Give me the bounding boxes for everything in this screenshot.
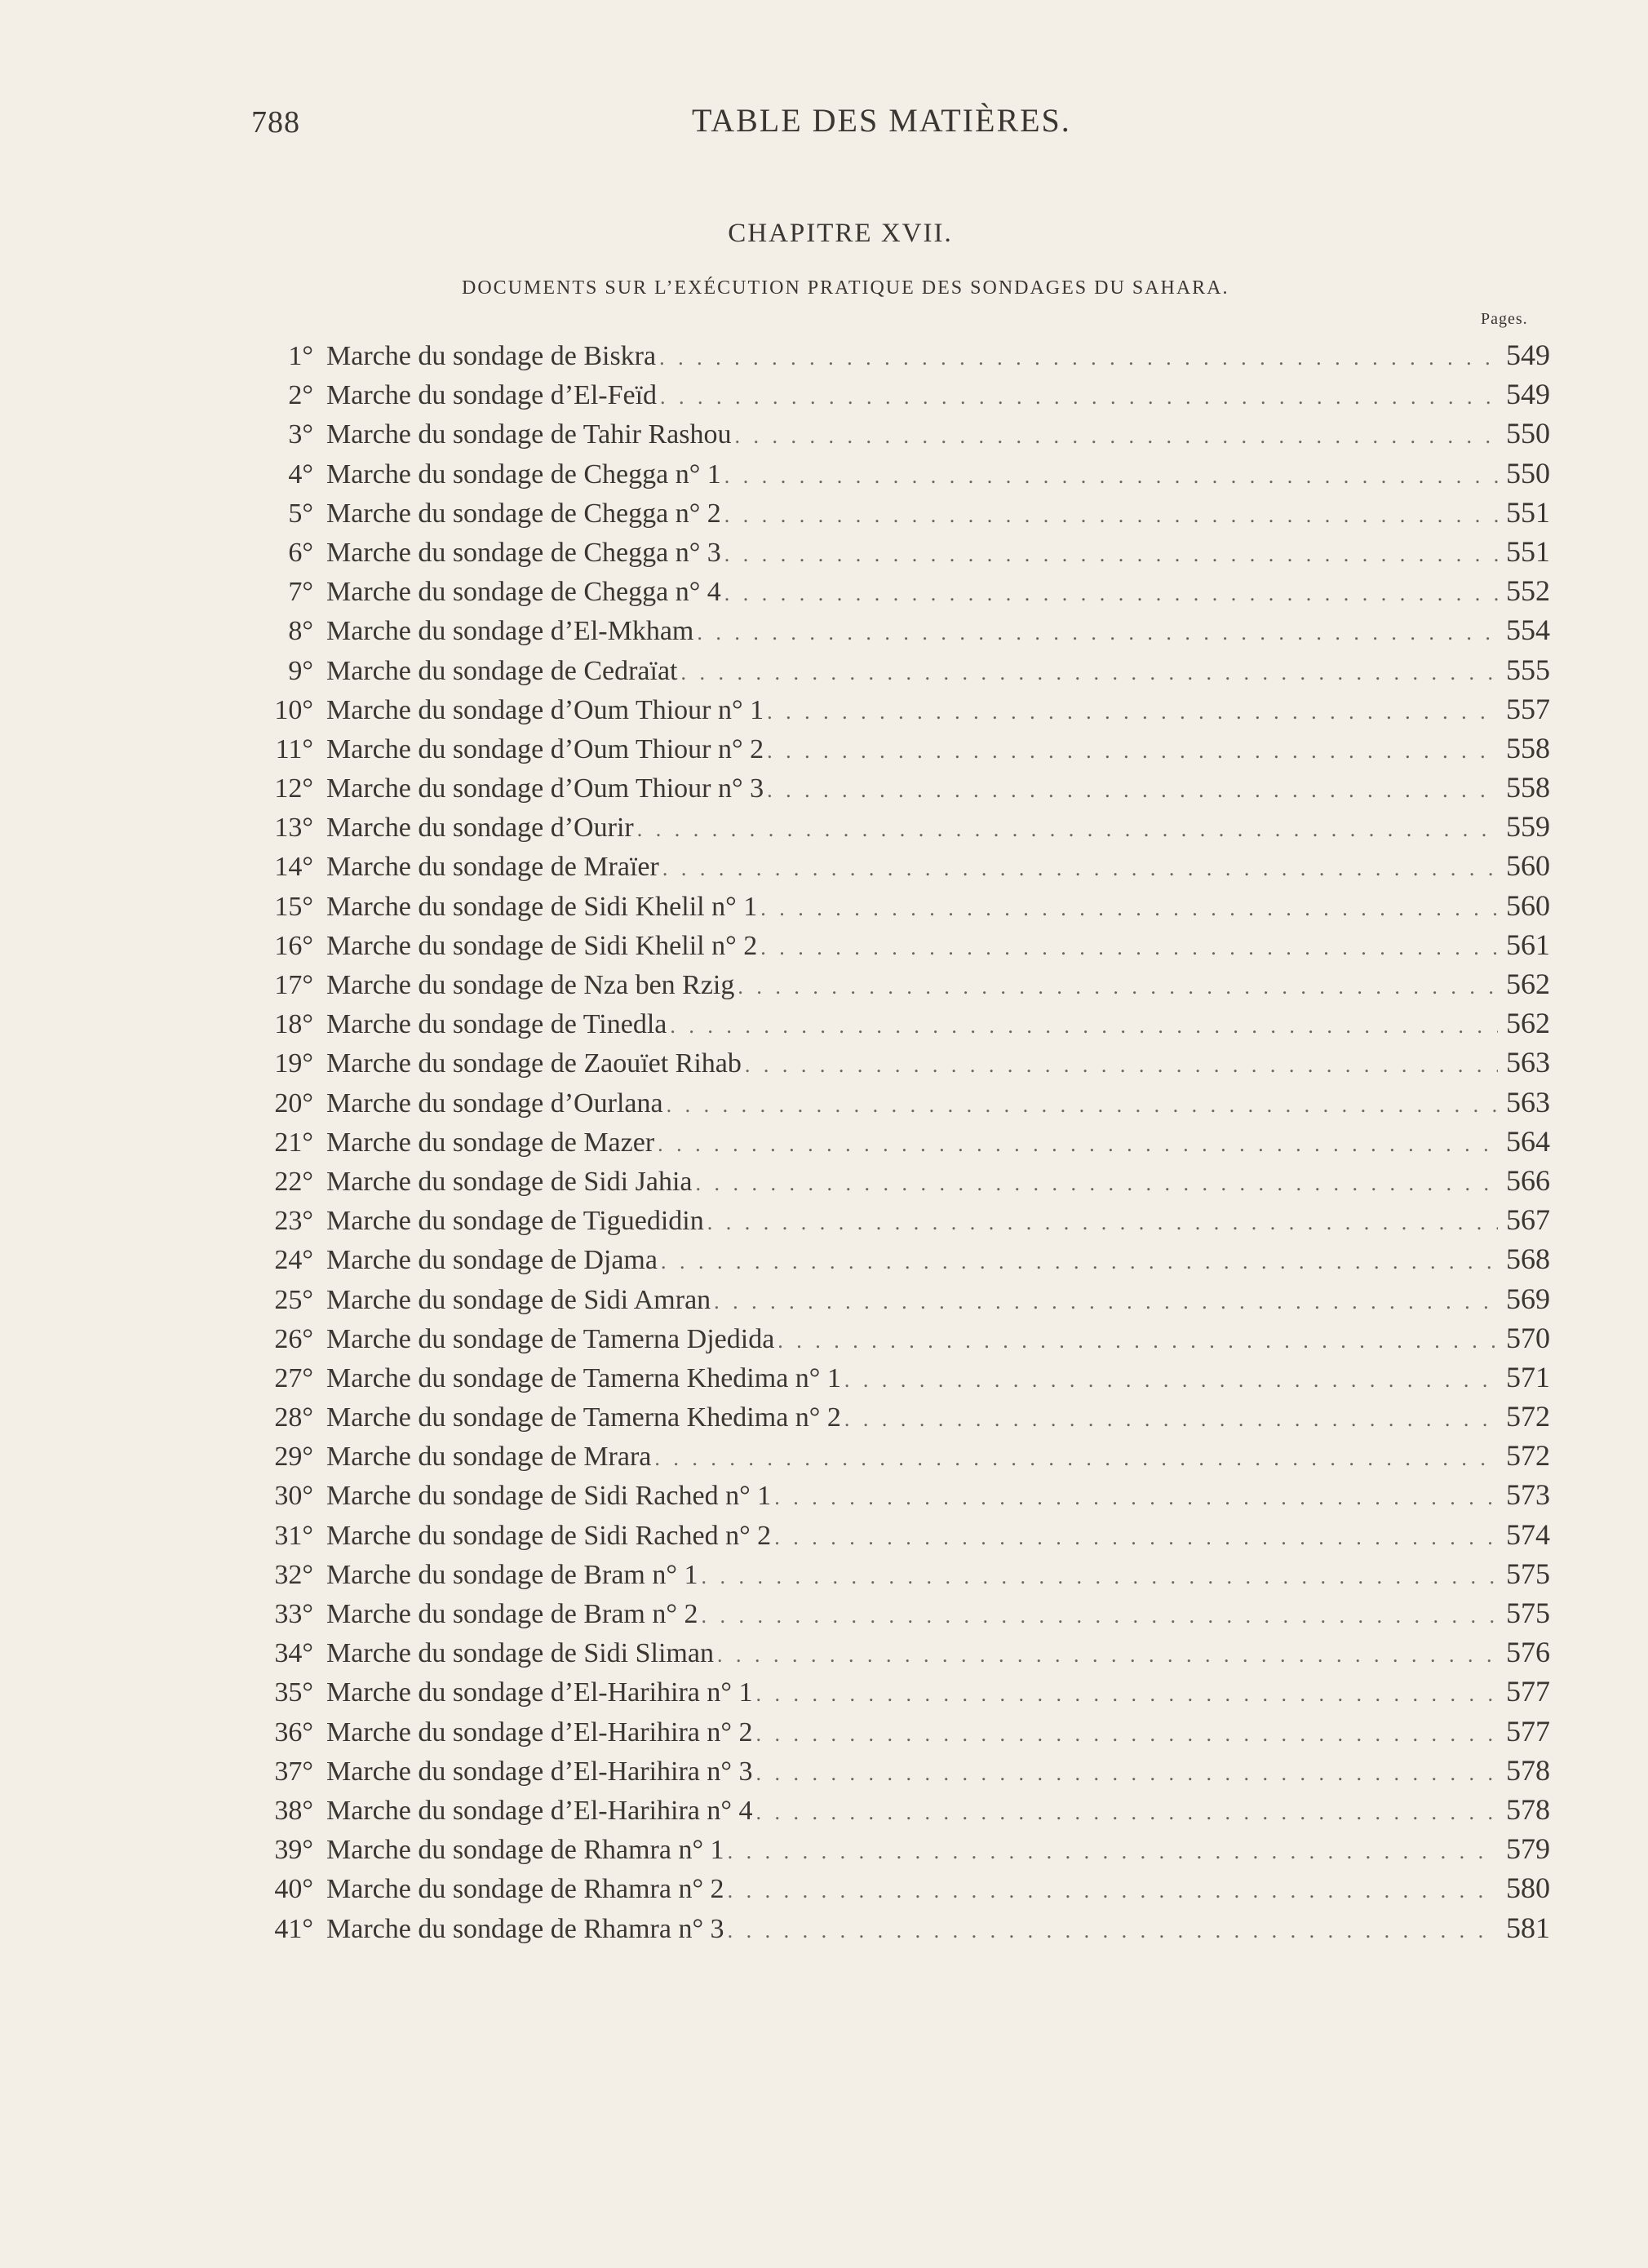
entry-number: 29° xyxy=(274,1442,313,1473)
toc-entry xyxy=(253,653,1566,692)
entry-page-number: 562 xyxy=(1506,968,1550,1000)
entry-page-number: 561 xyxy=(1506,928,1550,961)
entry-title: Marche du sondage de Tamerna Khedima n° 2 xyxy=(326,1402,841,1433)
entry-number: 1° xyxy=(288,341,313,371)
entry-number: 11° xyxy=(275,733,313,764)
entry-number: 26° xyxy=(274,1323,313,1354)
toc-entry xyxy=(253,1635,1566,1674)
entry-title: Marche du sondage de Sidi Rached n° 2 xyxy=(326,1520,772,1551)
toc-entry xyxy=(253,1517,1566,1557)
entry-title: Marche du sondage de Rhamra n° 1 xyxy=(326,1835,724,1866)
dot-leader xyxy=(728,1879,1498,1903)
entry-page-number: 550 xyxy=(1506,456,1550,489)
entry-number: 23° xyxy=(274,1206,313,1237)
entry-title: Marche du sondage de Mazer xyxy=(326,1127,655,1158)
dot-leader xyxy=(760,936,1498,960)
entry-page-number: 549 xyxy=(1506,339,1550,371)
entry-title: Marche du sondage de Chegga n° 2 xyxy=(326,498,721,529)
entry-title: Marche du sondage de Chegga n° 3 xyxy=(326,537,721,568)
entry-page-number: 574 xyxy=(1506,1517,1550,1551)
entry-number: 38° xyxy=(274,1795,313,1826)
toc-entry xyxy=(253,1477,1566,1517)
dot-leader xyxy=(760,897,1498,921)
dot-leader xyxy=(660,385,1498,410)
toc-entry xyxy=(253,574,1566,613)
entry-number: 24° xyxy=(274,1245,313,1276)
entry-page-number: 568 xyxy=(1506,1243,1550,1276)
dot-leader xyxy=(767,739,1498,764)
entry-number: 8° xyxy=(288,616,313,647)
entry-title: Marche du sondage de Sidi Amran xyxy=(326,1284,711,1315)
toc-entry xyxy=(253,1006,1566,1045)
dot-leader xyxy=(724,464,1498,489)
table-of-contents xyxy=(253,338,1566,1950)
entry-page-number: 551 xyxy=(1506,534,1550,568)
entry-page-number: 564 xyxy=(1506,1124,1550,1158)
entry-title: Marche du sondage de Zaouïet Rihab xyxy=(326,1048,742,1079)
dot-leader xyxy=(767,778,1498,803)
toc-entry xyxy=(253,848,1566,888)
entry-title: Marche du sondage d’El-Harihira n° 3 xyxy=(326,1756,753,1787)
dot-leader xyxy=(755,1801,1498,1825)
entry-title: Marche du sondage de Tahir Rashou xyxy=(326,419,732,450)
entry-number: 27° xyxy=(274,1362,313,1393)
toc-entry xyxy=(253,416,1566,455)
entry-page-number: 576 xyxy=(1506,1636,1550,1669)
entry-page-number: 562 xyxy=(1506,1007,1550,1040)
entry-number: 15° xyxy=(274,891,313,922)
toc-entry xyxy=(253,1832,1566,1871)
entry-number: 5° xyxy=(288,498,313,529)
dot-leader xyxy=(728,1919,1498,1943)
entry-title: Marche du sondage de Mrara xyxy=(326,1442,652,1473)
toc-entry xyxy=(253,1360,1566,1399)
entry-page-number: 566 xyxy=(1506,1163,1550,1197)
toc-entry xyxy=(253,456,1566,495)
dot-leader xyxy=(774,1526,1498,1550)
toc-entry xyxy=(253,770,1566,809)
dot-leader xyxy=(755,1682,1498,1707)
entry-number: 31° xyxy=(274,1520,313,1551)
entry-title: Marche du sondage de Bram n° 1 xyxy=(326,1559,698,1590)
dot-leader xyxy=(707,1211,1498,1235)
dot-leader xyxy=(701,1565,1498,1589)
dot-leader xyxy=(659,346,1498,370)
dot-leader xyxy=(745,1053,1498,1078)
entry-number: 32° xyxy=(274,1559,313,1590)
entry-title: Marche du sondage de Sidi Rached n° 1 xyxy=(326,1481,772,1512)
toc-entry xyxy=(253,1753,1566,1792)
toc-entry xyxy=(253,1792,1566,1832)
toc-entry xyxy=(253,377,1566,416)
entry-page-number: 571 xyxy=(1506,1360,1550,1393)
toc-entry xyxy=(253,1399,1566,1438)
entry-number: 18° xyxy=(274,1009,313,1040)
entry-page-number: 575 xyxy=(1506,1597,1550,1629)
toc-entry xyxy=(253,1557,1566,1596)
toc-entry xyxy=(253,928,1566,967)
entry-page-number: 559 xyxy=(1506,810,1550,844)
entry-number: 22° xyxy=(274,1166,313,1197)
dot-leader xyxy=(777,1329,1498,1353)
entry-number: 41° xyxy=(274,1913,313,1944)
toc-entry xyxy=(253,1714,1566,1753)
entry-number: 30° xyxy=(274,1481,313,1512)
entry-title: Marche du sondage d’Ourlana xyxy=(326,1087,663,1118)
dot-leader xyxy=(755,1722,1498,1747)
toc-entry xyxy=(253,338,1566,377)
entry-number: 20° xyxy=(274,1087,313,1118)
entry-title: Marche du sondage de Tiguedidin xyxy=(326,1206,704,1237)
toc-entry xyxy=(253,534,1566,574)
toc-entry xyxy=(253,1124,1566,1163)
toc-entry xyxy=(253,731,1566,770)
toc-entry xyxy=(253,1163,1566,1203)
entry-number: 14° xyxy=(274,852,313,883)
entry-title: Marche du sondage d’El-Harihira n° 4 xyxy=(326,1795,753,1826)
toc-entry xyxy=(253,967,1566,1006)
toc-entry xyxy=(253,1871,1566,1910)
entry-page-number: 569 xyxy=(1506,1282,1550,1315)
entry-title: Marche du sondage de Chegga n° 4 xyxy=(326,577,721,608)
entry-title: Marche du sondage de Sidi Khelil n° 2 xyxy=(326,930,758,961)
toc-entry xyxy=(253,1085,1566,1124)
entry-page-number: 578 xyxy=(1506,1792,1550,1826)
dot-leader xyxy=(844,1407,1498,1432)
entry-title: Marche du sondage de Djama xyxy=(326,1245,658,1276)
entry-number: 12° xyxy=(274,773,313,804)
dot-leader xyxy=(724,543,1498,567)
entry-page-number: 552 xyxy=(1506,574,1550,608)
pages-column-label: Pages. xyxy=(1481,310,1528,328)
entry-title: Marche du sondage de Chegga n° 1 xyxy=(326,458,721,489)
entry-number: 36° xyxy=(274,1717,313,1748)
entry-page-number: 563 xyxy=(1506,1085,1550,1118)
entry-page-number: 558 xyxy=(1506,771,1550,804)
toc-entry xyxy=(253,1674,1566,1713)
entry-page-number: 551 xyxy=(1506,495,1550,529)
entry-title: Marche du sondage de Tinedla xyxy=(326,1009,667,1040)
dot-leader xyxy=(724,582,1498,606)
entry-number: 19° xyxy=(274,1048,313,1079)
entry-title: Marche du sondage de Rhamra n° 2 xyxy=(326,1874,724,1905)
entry-page-number: 563 xyxy=(1506,1046,1550,1079)
dot-leader xyxy=(670,1014,1498,1039)
entry-number: 35° xyxy=(274,1677,313,1708)
dot-leader xyxy=(654,1446,1498,1471)
entry-page-number: 578 xyxy=(1506,1753,1550,1787)
entry-page-number: 580 xyxy=(1506,1872,1550,1905)
entry-title: Marche du sondage de Cedraïat xyxy=(326,655,678,686)
entry-title: Marche du sondage d’El-Feïd xyxy=(326,380,658,411)
entry-number: 40° xyxy=(274,1874,313,1905)
dot-leader xyxy=(637,817,1498,842)
chapter-subtitle: DOCUMENTS SUR L’EXÉCUTION PRATIQUE DES SONDAGES DU SAHARA. xyxy=(462,277,1229,299)
entry-number: 16° xyxy=(274,930,313,961)
entry-number: 2° xyxy=(288,380,313,411)
entry-number: 17° xyxy=(274,970,313,1000)
running-title: TABLE DES MATIÈRES. xyxy=(692,102,1071,139)
entry-number: 6° xyxy=(288,537,313,568)
entry-title: Marche du sondage de Sidi Sliman xyxy=(326,1638,714,1669)
dot-leader xyxy=(774,1486,1498,1510)
toc-entry xyxy=(253,1203,1566,1242)
entry-number: 3° xyxy=(288,419,313,450)
entry-page-number: 579 xyxy=(1506,1832,1550,1866)
entry-number: 7° xyxy=(288,577,313,608)
dot-leader xyxy=(755,1761,1498,1786)
toc-entry xyxy=(253,1045,1566,1084)
toc-entry xyxy=(253,1282,1566,1321)
entry-page-number: 572 xyxy=(1506,1400,1550,1433)
entry-title: Marche du sondage d’El-Harihira n° 2 xyxy=(326,1717,753,1748)
dot-leader xyxy=(767,700,1498,724)
entry-title: Marche du sondage d’El-Mkham xyxy=(326,616,694,647)
dot-leader xyxy=(724,503,1498,528)
entry-title: Marche du sondage de Biskra xyxy=(326,341,657,371)
entry-page-number: 577 xyxy=(1506,1714,1550,1748)
entry-title: Marche du sondage d’El-Harihira n° 1 xyxy=(326,1677,753,1708)
toc-entry xyxy=(253,1438,1566,1477)
toc-entry xyxy=(253,888,1566,928)
dot-leader xyxy=(697,621,1498,645)
entry-title: Marche du sondage de Sidi Khelil n° 1 xyxy=(326,891,758,922)
toc-entry xyxy=(253,692,1566,731)
chapter-title: CHAPITRE XVII. xyxy=(728,219,953,248)
entry-number: 13° xyxy=(274,813,313,844)
dot-leader xyxy=(844,1368,1498,1393)
entry-title: Marche du sondage de Mraïer xyxy=(326,852,659,883)
entry-page-number: 567 xyxy=(1506,1203,1550,1237)
entry-page-number: 554 xyxy=(1506,614,1550,647)
entry-page-number: 557 xyxy=(1506,692,1550,725)
entry-number: 37° xyxy=(274,1756,313,1787)
dot-leader xyxy=(661,1250,1498,1274)
dot-leader xyxy=(717,1643,1498,1668)
entry-page-number: 570 xyxy=(1506,1321,1550,1354)
entry-page-number: 555 xyxy=(1506,653,1550,686)
entry-page-number: 550 xyxy=(1506,417,1550,450)
entry-page-number: 549 xyxy=(1506,378,1550,411)
toc-entry xyxy=(253,613,1566,652)
entry-page-number: 577 xyxy=(1506,1675,1550,1708)
entry-page-number: 573 xyxy=(1506,1478,1550,1512)
entry-page-number: 575 xyxy=(1506,1557,1550,1590)
entry-title: Marche du sondage d’Oum Thiour n° 2 xyxy=(326,733,764,764)
entry-number: 33° xyxy=(274,1599,313,1629)
entry-number: 9° xyxy=(288,655,313,686)
entry-number: 4° xyxy=(288,458,313,489)
entry-page-number: 560 xyxy=(1506,888,1550,922)
entry-title: Marche du sondage de Nza ben Rzig xyxy=(326,970,735,1000)
toc-entry xyxy=(253,1911,1566,1950)
dot-leader xyxy=(681,661,1499,685)
entry-title: Marche du sondage de Tamerna Khedima n° 1 xyxy=(326,1362,841,1393)
entry-page-number: 572 xyxy=(1506,1439,1550,1473)
page-number: 788 xyxy=(251,105,300,140)
dot-leader xyxy=(738,975,1498,999)
entry-title: Marche du sondage d’Ourir xyxy=(326,813,634,844)
dot-leader xyxy=(662,857,1498,881)
entry-number: 10° xyxy=(274,694,313,725)
entry-number: 34° xyxy=(274,1638,313,1669)
dot-leader xyxy=(667,1093,1498,1118)
dot-leader xyxy=(734,424,1498,449)
entry-number: 25° xyxy=(274,1284,313,1315)
toc-entry xyxy=(253,1242,1566,1281)
entry-page-number: 581 xyxy=(1506,1911,1550,1944)
entry-page-number: 558 xyxy=(1506,731,1550,764)
dot-leader xyxy=(658,1132,1498,1157)
dot-leader xyxy=(728,1840,1498,1864)
entry-page-number: 560 xyxy=(1506,849,1550,883)
entry-number: 39° xyxy=(274,1835,313,1866)
entry-title: Marche du sondage de Tamerna Djedida xyxy=(326,1323,775,1354)
toc-entry xyxy=(253,1596,1566,1635)
entry-number: 21° xyxy=(274,1127,313,1158)
toc-entry xyxy=(253,1321,1566,1360)
entry-number: 28° xyxy=(274,1402,313,1433)
entry-title: Marche du sondage d’Oum Thiour n° 3 xyxy=(326,773,764,804)
dot-leader xyxy=(696,1172,1499,1196)
entry-title: Marche du sondage d’Oum Thiour n° 1 xyxy=(326,694,764,725)
entry-title: Marche du sondage de Sidi Jahia xyxy=(326,1166,693,1197)
dot-leader xyxy=(701,1604,1498,1628)
entry-title: Marche du sondage de Rhamra n° 3 xyxy=(326,1913,724,1944)
dot-leader xyxy=(714,1290,1498,1314)
toc-entry xyxy=(253,809,1566,848)
toc-entry xyxy=(253,495,1566,534)
entry-title: Marche du sondage de Bram n° 2 xyxy=(326,1599,698,1629)
